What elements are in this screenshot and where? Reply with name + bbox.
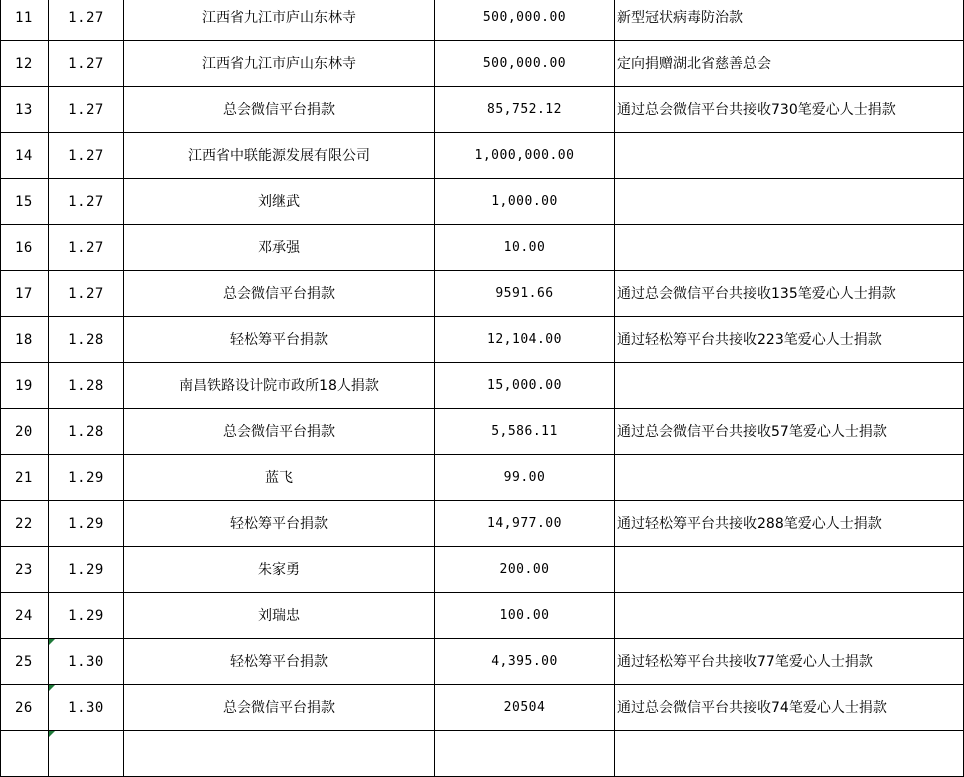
- donor-cell-text: 总会微信平台捐款: [223, 101, 335, 118]
- amount-cell-text: 1,000.00: [491, 193, 558, 209]
- note-cell[interactable]: [615, 455, 964, 501]
- note-cell-text: 通过轻松筹平台共接收288笔爱心人士捐款: [617, 515, 882, 532]
- amount-cell-text: 99.00: [503, 469, 546, 485]
- donor-cell[interactable]: [124, 639, 435, 685]
- date-cell-text: 1.30: [68, 699, 104, 716]
- row-number-cell-text: 19: [15, 377, 33, 394]
- row-number-cell[interactable]: [1, 547, 49, 593]
- date-cell[interactable]: [49, 409, 124, 455]
- amount-cell[interactable]: [435, 547, 615, 593]
- note-cell-text: 新型冠状病毒防治款: [617, 9, 743, 26]
- amount-cell-text: 100.00: [499, 607, 550, 623]
- date-cell[interactable]: [49, 271, 124, 317]
- note-cell-text: 通过总会微信平台共接收730笔爱心人士捐款: [617, 101, 896, 118]
- donor-cell[interactable]: [124, 41, 435, 87]
- amount-cell[interactable]: [435, 179, 615, 225]
- table-row: [1, 685, 964, 731]
- date-cell[interactable]: [49, 225, 124, 271]
- amount-cell[interactable]: [435, 363, 615, 409]
- date-cell-text: 1.27: [68, 239, 104, 256]
- row-number-cell-text: 25: [15, 653, 33, 670]
- note-cell[interactable]: [615, 41, 964, 87]
- row-number-cell-text: 26: [15, 699, 33, 716]
- note-cell[interactable]: [615, 547, 964, 593]
- date-cell[interactable]: [49, 455, 124, 501]
- row-number-cell[interactable]: [1, 455, 49, 501]
- table-row: [1, 41, 964, 87]
- donor-cell-text: 总会微信平台捐款: [223, 699, 335, 716]
- row-number-cell[interactable]: [1, 41, 49, 87]
- donor-cell-text: 刘瑞忠: [258, 607, 300, 624]
- date-cell[interactable]: [49, 593, 124, 639]
- amount-cell[interactable]: [435, 225, 615, 271]
- amount-cell-text: 200.00: [499, 561, 550, 577]
- row-number-cell[interactable]: [1, 639, 49, 685]
- date-cell[interactable]: [49, 0, 124, 41]
- row-number-cell[interactable]: [1, 409, 49, 455]
- date-cell[interactable]: [49, 317, 124, 363]
- row-number-cell-text: 12: [15, 55, 33, 72]
- table-row: [1, 179, 964, 225]
- cell-note-marker-icon: [49, 639, 55, 645]
- row-number-cell-text: 16: [15, 239, 33, 256]
- row-number-cell[interactable]: [1, 317, 49, 363]
- amount-cell-text: 20504: [503, 699, 546, 715]
- date-cell-text: 1.28: [68, 331, 104, 348]
- date-cell-text: 1.29: [68, 469, 104, 486]
- donor-cell[interactable]: [124, 87, 435, 133]
- note-cell[interactable]: [615, 593, 964, 639]
- amount-cell[interactable]: [435, 685, 615, 731]
- amount-cell[interactable]: [435, 639, 615, 685]
- note-cell[interactable]: [615, 225, 964, 271]
- amount-cell-text: 14,977.00: [487, 515, 562, 531]
- amount-cell-text: 85,752.12: [487, 101, 562, 117]
- row-number-cell[interactable]: [1, 731, 49, 777]
- row-number-cell[interactable]: [1, 363, 49, 409]
- note-cell-text: 通过总会微信平台共接收57笔爱心人士捐款: [617, 423, 887, 440]
- amount-cell[interactable]: [435, 133, 615, 179]
- note-cell-text: 通过总会微信平台共接收135笔爱心人士捐款: [617, 285, 896, 302]
- donor-cell-text: 江西省九江市庐山东林寺: [202, 55, 356, 72]
- row-number-cell[interactable]: [1, 133, 49, 179]
- amount-cell[interactable]: [435, 0, 615, 41]
- donor-cell[interactable]: [124, 731, 435, 777]
- amount-cell-text: 10.00: [503, 239, 546, 255]
- amount-cell-text: 500,000.00: [482, 55, 567, 71]
- row-number-cell-text: 22: [15, 515, 33, 532]
- note-cell[interactable]: [615, 501, 964, 547]
- date-cell-text: 1.29: [68, 515, 104, 532]
- date-cell[interactable]: [49, 501, 124, 547]
- amount-cell[interactable]: [435, 41, 615, 87]
- donor-cell-text: 刘继武: [258, 193, 300, 210]
- table-row: [1, 0, 964, 41]
- note-cell-text: 通过轻松筹平台共接收77笔爱心人士捐款: [617, 653, 873, 670]
- note-cell[interactable]: [615, 685, 964, 731]
- donor-cell[interactable]: [124, 179, 435, 225]
- row-number-cell[interactable]: [1, 593, 49, 639]
- amount-cell[interactable]: [435, 501, 615, 547]
- row-number-cell-text: 18: [15, 331, 33, 348]
- note-cell[interactable]: [615, 639, 964, 685]
- donor-cell[interactable]: [124, 547, 435, 593]
- donor-cell[interactable]: [124, 455, 435, 501]
- date-cell-text: 1.27: [68, 101, 104, 118]
- row-number-cell-text: 24: [15, 607, 33, 624]
- cell-note-marker-icon: [49, 685, 55, 691]
- donor-cell-text: 轻松筹平台捐款: [230, 331, 328, 348]
- date-cell[interactable]: [49, 639, 124, 685]
- row-number-cell-text: 17: [15, 285, 33, 302]
- donor-cell-text: 朱家勇: [258, 561, 300, 578]
- donor-cell-text: 轻松筹平台捐款: [230, 653, 328, 670]
- date-cell[interactable]: [49, 133, 124, 179]
- date-cell-text: 1.30: [68, 653, 104, 670]
- donor-cell-text: 轻松筹平台捐款: [230, 515, 328, 532]
- amount-cell[interactable]: [435, 731, 615, 777]
- row-number-cell[interactable]: [1, 179, 49, 225]
- donor-cell[interactable]: [124, 593, 435, 639]
- date-cell[interactable]: [49, 87, 124, 133]
- amount-cell-text: 12,104.00: [487, 331, 562, 347]
- date-cell-text: 1.29: [68, 607, 104, 624]
- date-cell[interactable]: [49, 41, 124, 87]
- row-number-cell[interactable]: [1, 87, 49, 133]
- amount-cell[interactable]: [435, 87, 615, 133]
- donor-cell-text: 南昌铁路设计院市政所18人捐款: [179, 377, 379, 394]
- row-number-cell-text: 20: [15, 423, 33, 440]
- donor-cell[interactable]: [124, 501, 435, 547]
- date-cell-text: 1.28: [68, 377, 104, 394]
- table-row: [1, 409, 964, 455]
- date-cell[interactable]: [49, 731, 124, 777]
- amount-cell-text: 15,000.00: [487, 377, 562, 393]
- note-cell[interactable]: [615, 87, 964, 133]
- row-number-cell-text: 14: [15, 147, 33, 164]
- amount-cell-text: 5,586.11: [491, 423, 558, 439]
- donor-cell-text: 江西省九江市庐山东林寺: [202, 9, 356, 26]
- date-cell-text: 1.28: [68, 423, 104, 440]
- table-row: [1, 639, 964, 685]
- amount-cell-text: 500,000.00: [482, 9, 567, 25]
- table-body: [1, 0, 964, 777]
- table-row: [1, 731, 964, 777]
- donor-cell[interactable]: [124, 685, 435, 731]
- donor-cell[interactable]: [124, 0, 435, 41]
- note-cell-text: 定向捐赠湖北省慈善总会: [617, 55, 771, 72]
- donor-cell[interactable]: [124, 363, 435, 409]
- amount-cell-text: 4,395.00: [491, 653, 558, 669]
- row-number-cell-text: 21: [15, 469, 33, 486]
- date-cell-text: 1.27: [68, 193, 104, 210]
- row-number-cell[interactable]: [1, 225, 49, 271]
- donor-cell[interactable]: [124, 317, 435, 363]
- table-row: [1, 87, 964, 133]
- date-cell-text: 1.27: [68, 147, 104, 164]
- amount-cell-text: 1,000,000.00: [474, 147, 575, 163]
- note-cell[interactable]: [615, 409, 964, 455]
- table-row: [1, 363, 964, 409]
- date-cell[interactable]: [49, 685, 124, 731]
- donor-cell-text: 江西省中联能源发展有限公司: [188, 147, 370, 164]
- cell-note-marker-icon: [49, 731, 55, 737]
- amount-cell[interactable]: [435, 317, 615, 363]
- row-number-cell-text: 23: [15, 561, 33, 578]
- table-row: [1, 593, 964, 639]
- table-row: [1, 501, 964, 547]
- note-cell[interactable]: [615, 271, 964, 317]
- date-cell[interactable]: [49, 363, 124, 409]
- note-cell[interactable]: [615, 133, 964, 179]
- table-row: [1, 271, 964, 317]
- donor-cell[interactable]: [124, 409, 435, 455]
- row-number-cell-text: 13: [15, 101, 33, 118]
- date-cell-text: 1.27: [68, 55, 104, 72]
- table-row: [1, 317, 964, 363]
- amount-cell[interactable]: [435, 455, 615, 501]
- row-number-cell-text: 11: [15, 9, 33, 26]
- row-number-cell-text: 15: [15, 193, 33, 210]
- table-row: [1, 133, 964, 179]
- amount-cell[interactable]: [435, 409, 615, 455]
- date-cell-text: 1.27: [68, 9, 104, 26]
- note-cell[interactable]: [615, 179, 964, 225]
- date-cell-text: 1.29: [68, 561, 104, 578]
- amount-cell-text: 9591.66: [495, 285, 554, 301]
- table-row: [1, 547, 964, 593]
- note-cell[interactable]: [615, 731, 964, 777]
- note-cell-text: 通过总会微信平台共接收74笔爱心人士捐款: [617, 699, 887, 716]
- amount-cell[interactable]: [435, 271, 615, 317]
- amount-cell[interactable]: [435, 593, 615, 639]
- donor-cell[interactable]: [124, 271, 435, 317]
- note-cell-text: 通过轻松筹平台共接收223笔爱心人士捐款: [617, 331, 882, 348]
- date-cell-text: 1.27: [68, 285, 104, 302]
- row-number-cell[interactable]: [1, 501, 49, 547]
- donor-cell[interactable]: [124, 225, 435, 271]
- donor-cell-text: 总会微信平台捐款: [223, 423, 335, 440]
- donor-cell-text: 邓承强: [258, 239, 300, 256]
- note-cell[interactable]: [615, 317, 964, 363]
- donor-cell-text: 蓝飞: [265, 469, 293, 486]
- date-cell[interactable]: [49, 179, 124, 225]
- date-cell[interactable]: [49, 547, 124, 593]
- table-row: [1, 225, 964, 271]
- row-number-cell[interactable]: [1, 685, 49, 731]
- table-row: [1, 455, 964, 501]
- donor-cell[interactable]: [124, 133, 435, 179]
- donor-cell-text: 总会微信平台捐款: [223, 285, 335, 302]
- row-number-cell[interactable]: [1, 271, 49, 317]
- note-cell[interactable]: [615, 0, 964, 41]
- row-number-cell[interactable]: [1, 0, 49, 41]
- note-cell[interactable]: [615, 363, 964, 409]
